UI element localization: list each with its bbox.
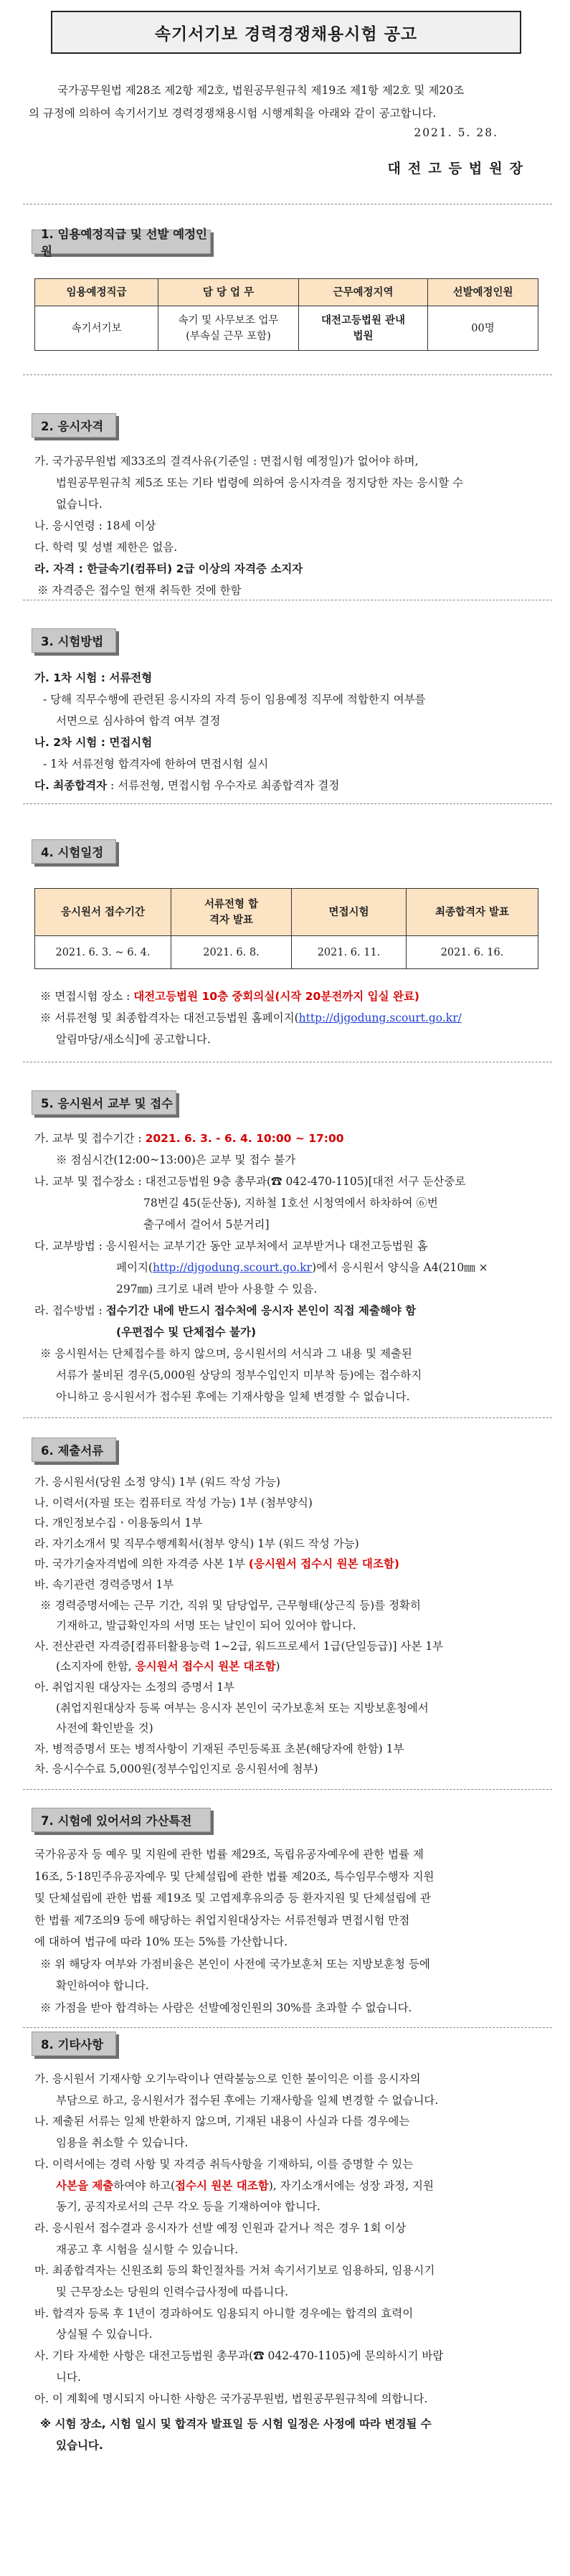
table-header: 임용예정직급 — [35, 279, 158, 306]
table-cell: 00명 — [428, 306, 538, 351]
note — [34, 1007, 543, 1029]
homepage-link[interactable]: http://djgodung.scourt.go.kr — [152, 1261, 312, 1274]
list-item: 가. 응시원서(당원 소정 양식) 1부 (워드 작성 가능) — [34, 1476, 280, 1488]
table-cell — [158, 306, 299, 351]
list-item: 사. 전산관련 자격증[컴퓨터활용능력 1∼2급, 워드프로세서 1급(단일등급)] 사본 1부 — [34, 1639, 444, 1653]
list-item: 나. 응시연령 : 18세 이상 — [34, 519, 156, 532]
section-4-notes — [34, 986, 543, 1050]
list-item — [34, 1656, 543, 1677]
section-6-header: 6. 제출서류 — [32, 1438, 116, 1462]
text: ) — [275, 1660, 280, 1674]
final-note: ※ 시험 장소, 시험 일시 및 합격자 발표일 등 시험 일정은 사정에 따라 변경될 수 — [40, 2417, 432, 2431]
homepage-link[interactable]: http://djgodung.scourt.go.kr/ — [298, 1011, 462, 1024]
page-title: 속기서기보 경력경쟁채용시험 공고 — [51, 11, 521, 54]
list-item: 니다. — [56, 2370, 81, 2384]
list-item: 부담으로 하고, 응시원서가 접수된 후에는 기재사항을 일체 변경할 수 없습니다. — [56, 2093, 439, 2107]
note: 알림마당/새소식]에 공고합니다. — [56, 1033, 211, 1046]
list-item: 바. 합격자 등록 후 1년이 경과하여도 임용되지 아니할 경우에는 합격의 효력이 — [34, 2306, 414, 2320]
divider — [23, 374, 552, 375]
exam-location: 대전고등법원 10층 중회의실(시작 20분전까지 입실 완료) — [133, 990, 420, 1003]
paragraph-line: 및 단체설립에 관한 법률 제19조 및 고엽제후유의증 등 환자지원 및 단체설립에 관 — [34, 1892, 432, 1905]
list-item: 마. 최종합격자는 신원조회 등의 확인절차를 거쳐 속기서기보로 임용하되, 임용시기 — [34, 2264, 435, 2278]
divider — [23, 1417, 552, 1418]
list-item — [34, 2176, 543, 2197]
list-item: 라. 자기소개서 및 직무수행계획서(첨부 양식) 1부 (워드 작성 가능) — [34, 1537, 359, 1550]
table-cell: 속기서기보 — [35, 306, 158, 351]
section-2-header: 2. 응시자격 — [32, 413, 116, 438]
section-8-header: 8. 기타사항 — [32, 2032, 116, 2056]
list-item: 라. 자격 : 한글속기(컴퓨터) 2급 이상의 자격증 소지자 — [34, 562, 303, 575]
paragraph-line: 국가유공자 등 예우 및 지원에 관한 법률 제29조, 독립유공자예우에 관한 법률 제 — [34, 1848, 424, 1861]
list-item: 없습니다. — [56, 498, 103, 511]
section-7-header: 7. 시험에 있어서의 가산특전 — [32, 1808, 211, 1832]
list-item: (우편접수 및 단체접수 불가) — [116, 1326, 257, 1339]
list-item: 나. 2차 시험 : 면접시험 — [34, 736, 153, 749]
cell-line: 법원 — [353, 330, 374, 342]
list-item: 78번길 45(둔산동), 지하철 1호선 시청역에서 하차하여 ⑥번 — [143, 1197, 438, 1209]
list-item: 바. 속기관련 경력증명서 1부 — [34, 1577, 174, 1591]
section-4-header: 4. 시험일정 — [32, 839, 116, 864]
text: )에서 응시원서 양식을 A4(210㎜ × — [311, 1261, 488, 1274]
table-cell — [299, 306, 428, 351]
note — [34, 986, 543, 1007]
note: ※ 자격증은 접수일 현재 취득한 것에 한함 — [37, 584, 242, 597]
list-item — [34, 1257, 543, 1278]
list-item — [34, 1128, 543, 1149]
intro-line: 국가공무원법 제28조 제2항 제2호, 법원공무원규칙 제19조 제1항 제2호 및 제20조 — [57, 84, 465, 97]
table-header: 담 당 업 무 — [158, 279, 299, 306]
label: 가. 교부 및 접수기간 : — [34, 1132, 146, 1145]
signer-name: 대전고등법원장 — [387, 161, 530, 176]
table-header: 최종합격자 발표 — [407, 889, 538, 936]
section-6-body — [34, 1472, 543, 1780]
text: 접수시 원본 대조함 — [175, 2179, 269, 2192]
text: ), 자기소개서에는 성장 과정, 지원 — [268, 2179, 434, 2192]
list-item — [34, 775, 543, 796]
recruitment-table — [34, 278, 538, 351]
list-item: 동기, 공직자로서의 근무 각오 등을 기재하여야 합니다. — [56, 2200, 320, 2214]
section-1-header: 1. 임용예정직급 및 선발 예정인원 — [32, 230, 211, 254]
list-item: 라. 응시원서 접수결과 응시자가 선발 예정 인원과 같거나 적은 경우 1회 이상 — [34, 2221, 407, 2235]
note: ※ 경력증명서에는 근무 기간, 직위 및 담당업무, 근무형태(상근직 등)를 정확히 — [40, 1598, 421, 1612]
announcement-date: 2021. 5. 28. — [414, 126, 498, 139]
cell-line: (부속실 근무 포함) — [186, 330, 271, 342]
schedule-table — [34, 888, 538, 969]
text: (소지자에 한함, — [56, 1660, 136, 1674]
text: 접수기간 내에 반드시 접수처에 응시자 본인이 직접 제출해야 함 — [105, 1304, 417, 1317]
list-item: 나. 제출된 서류는 일체 반환하지 않으며, 기재된 내용이 사실과 다를 경우에는 — [34, 2115, 410, 2128]
list-item: 서면으로 심사하여 합격 여부 결정 — [56, 714, 221, 727]
application-period: 2021. 6. 3. - 6. 4. 10:00 ~ 17:00 — [145, 1132, 344, 1145]
list-item: 출구에서 걸어서 5분거리] — [143, 1218, 270, 1231]
table-cell: 2021. 6. 8. — [171, 936, 292, 969]
list-item: 아. 이 계획에 명시되지 아니한 사항은 국가공무원법, 법원공무원규칙에 의합니다. — [34, 2392, 428, 2405]
section-3-body — [34, 667, 543, 796]
list-item: 가. 응시원서 기재사항 오기누락이나 연락불능으로 인한 불이익은 이를 응시자의 — [34, 2072, 421, 2085]
text: 응시원서 접수시 원본 대조함 — [135, 1660, 276, 1674]
note: 기재하고, 발급확인자의 서명 또는 날인이 되어 있어야 합니다. — [56, 1619, 356, 1633]
table-header: 선발예정인원 — [428, 279, 538, 306]
list-item: 아. 취업지원 대상자는 소정의 증명서 1부 — [34, 1680, 234, 1694]
table-header: 면접시험 — [292, 889, 407, 936]
list-item — [34, 1300, 543, 1321]
list-item: 사전에 확인받을 것) — [56, 1722, 153, 1735]
section-5-body — [34, 1128, 543, 1407]
divider — [23, 2027, 552, 2028]
note: ※ 응시원서는 단체접수를 하지 않으며, 응시원서의 서식과 그 내용 및 제출된 — [40, 1347, 412, 1360]
divider — [23, 1789, 552, 1790]
list-item: 297㎜) 크기로 내려 받아 사용할 수 있음. — [116, 1283, 318, 1296]
note: 아니하고 응시원서가 접수된 후에는 기재사항을 일체 변경할 수 없습니다. — [56, 1390, 410, 1403]
table-cell: 2021. 6. 16. — [407, 936, 538, 969]
table-header: 응시원서 접수기간 — [35, 889, 171, 936]
list-item: 상실될 수 있습니다. — [56, 2328, 153, 2341]
list-item: 및 근무장소는 당원의 인력수급사정에 따릅니다. — [56, 2285, 289, 2299]
list-item: 다. 교부방법 : 응시원서는 교부기간 동안 교부처에서 교부받거나 대전고등법원 홈 — [34, 1240, 428, 1252]
list-item: 자. 병적증명서 또는 병적사항이 기재된 주민등록표 초본(해당자에 한함) 1부 — [34, 1742, 404, 1755]
table-cell: 2021. 6. 3. ~ 6. 4. — [35, 936, 171, 969]
list-item: 법원공무원규칙 제5조 또는 기타 법령에 의하여 응시자격을 정지당한 자는 응시할 수 — [56, 476, 464, 489]
list-item: 임용을 취소할 수 있습니다. — [56, 2136, 189, 2150]
note-label: ※ 면접시험 장소 : — [40, 990, 134, 1003]
paragraph-line: 16조, 5·18민주유공자예우 및 단체설립에 관한 법률 제20조, 특수임무수행자 지원 — [34, 1869, 434, 1883]
cell-line: 속기 및 사무보조 업무 — [178, 314, 279, 326]
list-item: 가. 1차 시험 : 서류전형 — [34, 671, 153, 684]
note: ※ 위 해당자 여부와 가점비율은 본인이 사전에 국가보훈처 또는 지방보훈청 등에 — [40, 1957, 430, 1971]
table-cell: 2021. 6. 11. — [292, 936, 407, 969]
list-item: 차. 응시수수료 5,000원(정부수입인지로 응시원서에 첨부) — [34, 1763, 318, 1776]
list-item — [34, 1554, 543, 1575]
section-5-header: 5. 응시원서 교부 및 접수 — [32, 1090, 176, 1115]
text: 페이지( — [116, 1261, 153, 1274]
list-item: - 1차 서류전형 합격자에 한하여 면접시험 실시 — [43, 758, 269, 770]
list-item: 가. 국가공무원법 제33조의 결격사유(기준일 : 면접시험 예정일)가 없어야 하며, — [34, 455, 419, 468]
list-item: 사. 기타 자세한 사항은 대전고등법원 총무과(☎ 042-470-1105)에 문의하시기 바랍 — [34, 2349, 444, 2363]
note: ※ 점심시간(12:00~13:00)은 교부 및 접수 불가 — [56, 1153, 296, 1166]
table-header: 근무예정지역 — [299, 279, 428, 306]
list-item: 재공고 후 시험을 실시할 수 있습니다. — [56, 2242, 239, 2256]
section-8-body — [34, 2069, 543, 2457]
label: 라. 접수방법 : — [34, 1304, 106, 1317]
list-item: 나. 이력서(자필 또는 컴퓨터로 작성 가능) 1부 (첨부양식) — [34, 1496, 313, 1509]
text: 사본을 제출 — [56, 2179, 114, 2192]
text: 마. 국가기술자격법에 의한 자격증 사본 1부 — [34, 1557, 249, 1571]
list-item: (취업지원대상자 등록 여부는 응시자 본인이 국가보훈처 또는 지방보훈청에서 — [56, 1701, 429, 1714]
final-note: 있습니다. — [56, 2438, 103, 2452]
note: 확인하여야 합니다. — [56, 1979, 149, 1992]
cell-line: 대전고등법원 관내 — [320, 314, 406, 326]
list-item: - 당해 직무수행에 관련된 응시자의 자격 등이 임용예정 직무에 적합한지 여부를 — [43, 693, 426, 706]
list-item: 다. 이력서에는 경력 사항 및 자격증 취득사항을 기재하되, 이를 증명할 수 있는 — [34, 2157, 414, 2171]
note-text: ※ 서류전형 및 최종합격자는 대전고등법원 홈페이지( — [40, 1011, 299, 1024]
label: 다. 최종합격자 — [34, 779, 108, 792]
section-7-body — [34, 1844, 543, 2019]
text: : 서류전형, 면접시험 우수자로 최종합격자 결정 — [107, 779, 340, 792]
list-item: 다. 학력 및 성별 제한은 없음. — [34, 541, 178, 554]
note: ※ 가점을 받아 합격하는 사람은 선발예정인원의 30%를 초과할 수 없습니다. — [40, 2001, 412, 2014]
paragraph-line: 한 법률 제7조의9 등에 해당하는 취업지원대상자는 서류전형과 면접시험 만점 — [34, 1913, 410, 1927]
list-item: 나. 교부 및 접수장소 : 대전고등법원 9층 총무과(☎ 042-470-1105)[대전 서구 둔산중로 — [34, 1175, 466, 1188]
paragraph-line: 에 대하여 법규에 따라 10% 또는 5%를 가산합니다. — [34, 1935, 288, 1948]
section-3-header: 3. 시험방법 — [32, 628, 116, 653]
intro-paragraph — [29, 79, 552, 125]
section-2-body — [34, 450, 543, 601]
text: 하여야 하고( — [113, 2179, 176, 2192]
list-item: 다. 개인정보수집ㆍ이용동의서 1부 — [34, 1516, 203, 1530]
table-header: 서류전형 합격자 발표 — [171, 889, 292, 936]
intro-line: 의 규정에 의하여 속기서기보 경력경쟁채용시험 시행계획을 아래와 같이 공고합니다. — [29, 107, 437, 120]
text: (응시원서 접수시 원본 대조함) — [248, 1557, 399, 1571]
divider — [23, 803, 552, 804]
note: 서류가 불비된 경우(5,000원 상당의 정부수입인지 미부착 등)에는 접수하지 — [56, 1369, 422, 1382]
